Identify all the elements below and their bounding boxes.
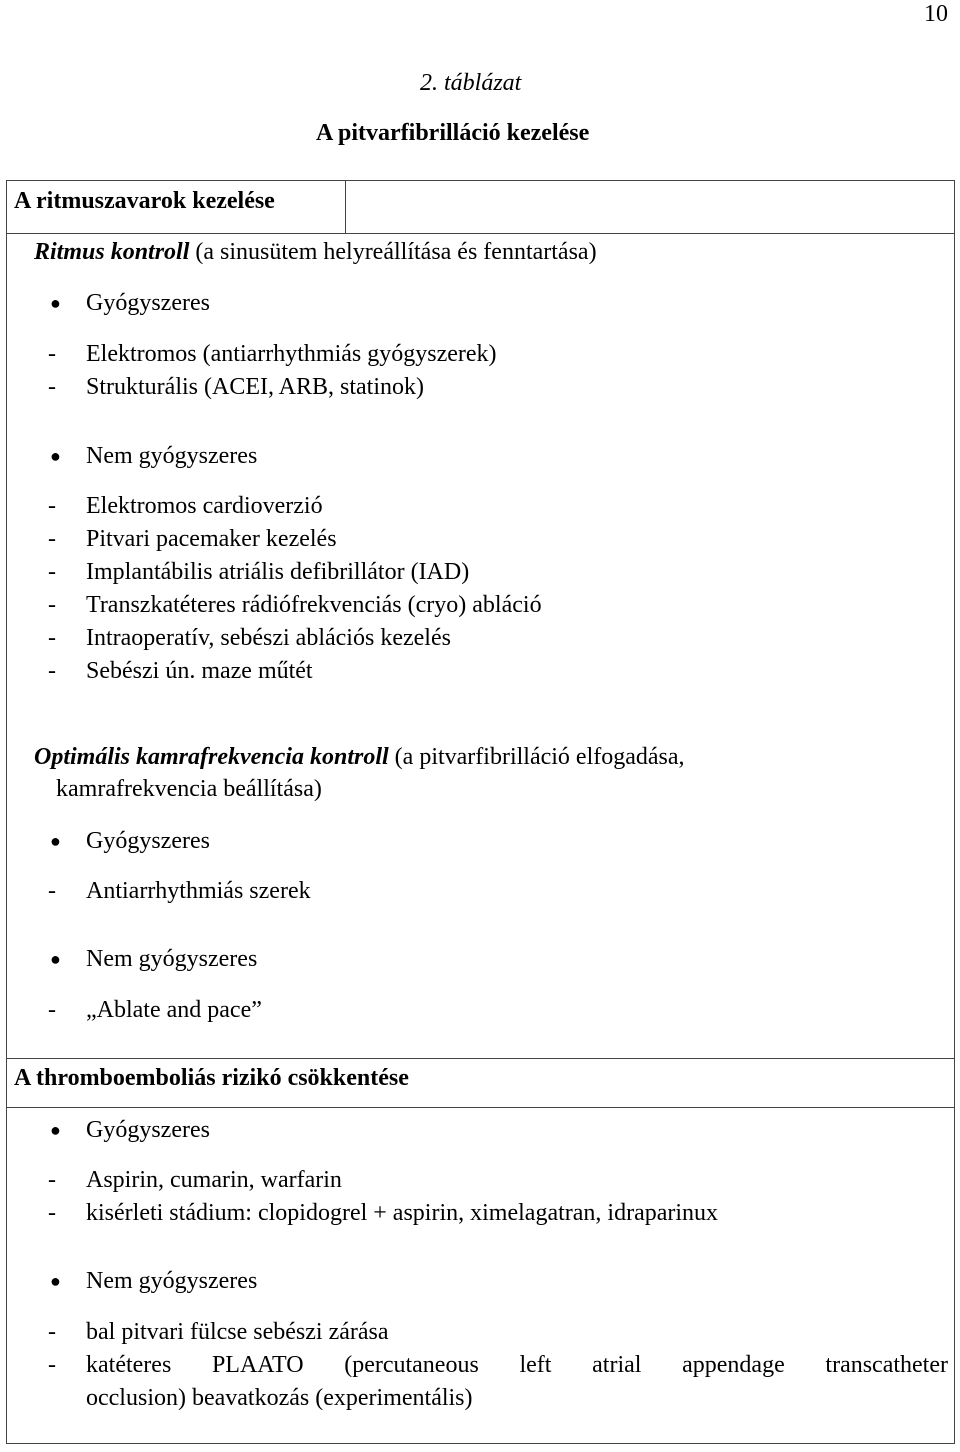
list-item-text: Antiarrhythmiás szerek — [86, 878, 311, 904]
section-title-thrombo: A thromboemboliás rizikó csökkentése — [14, 1065, 409, 1091]
table-caption: 2. táblázat — [420, 70, 522, 96]
rate-control-label: Optimális kamrafrekvencia kontroll — [34, 744, 389, 770]
list-item — [48, 1198, 948, 1228]
group-title: Nem gyógyszeres — [86, 443, 258, 469]
list-item-text: Strukturális (ACEI, ARB, statinok) — [86, 374, 424, 400]
list-item — [48, 995, 948, 1025]
list-item-text: bal pitvari fülcse sebészi zárása — [86, 1319, 389, 1345]
bullet-icon: ● — [50, 293, 61, 313]
list-item-text: Transzkatéteres rádiófrekvenciás (cryo) abláció — [86, 592, 542, 618]
section-divider — [6, 1058, 955, 1059]
dash-glyph: - — [48, 526, 56, 552]
rhythm-control-heading — [34, 237, 597, 267]
rate-control-desc-line2: kamrafrekvencia beállítása) — [56, 776, 322, 802]
page-number: 10 — [924, 1, 948, 27]
list-item-text: „Ablate and pace” — [86, 997, 262, 1023]
list-item-text: Implantábilis atriális defibrillátor (IAD) — [86, 559, 470, 585]
dash-glyph: - — [48, 1167, 56, 1193]
list-item — [48, 491, 948, 521]
bullet-icon: ● — [50, 831, 61, 851]
dash-glyph: - — [48, 592, 56, 618]
group-title: Nem gyógyszeres — [86, 1268, 258, 1294]
list-item-text: Aspirin, cumarin, warfarin — [86, 1167, 342, 1193]
dash-glyph: - — [48, 878, 56, 904]
list-item — [48, 656, 948, 686]
dash-glyph: - — [48, 658, 56, 684]
group-title: Gyógyszeres — [86, 290, 210, 316]
section-title-rhythm: A ritmuszavarok kezelése — [14, 188, 275, 214]
bullet-icon: ● — [50, 1271, 61, 1291]
bullet-icon: ● — [50, 1120, 61, 1140]
list-item — [48, 623, 948, 653]
rhythm-control-desc: (a sinusütem helyreállítása és fenntartása) — [189, 239, 597, 265]
rhythm-control-label: Ritmus kontroll — [34, 239, 190, 265]
list-item — [48, 339, 948, 369]
group-title: Gyógyszeres — [86, 828, 210, 854]
table-title: A pitvarfibrilláció kezelése — [316, 120, 590, 146]
dash-glyph: - — [48, 493, 56, 519]
bullet-icon: ● — [50, 949, 61, 969]
list-item-text: Elektromos (antiarrhythmiás gyógyszerek) — [86, 341, 497, 367]
dash-glyph: - — [48, 1352, 56, 1378]
list-item — [48, 1165, 948, 1195]
list-item — [48, 590, 948, 620]
list-item-text: Pitvari pacemaker kezelés — [86, 526, 337, 552]
list-item — [48, 372, 948, 402]
group-title: Gyógyszeres — [86, 1117, 210, 1143]
dash-glyph: - — [48, 1200, 56, 1226]
rate-control-heading — [34, 742, 685, 772]
dash-glyph: - — [48, 341, 56, 367]
list-item-text: Intraoperatív, sebészi ablációs kezelés — [86, 625, 451, 651]
list-item-text-continued: occlusion) beavatkozás (experimentális) — [86, 1385, 473, 1411]
section-divider — [6, 1107, 955, 1108]
rate-control-desc: (a pitvarfibrilláció elfogadása, — [388, 744, 685, 770]
list-item — [48, 524, 948, 554]
dash-glyph: - — [48, 559, 56, 585]
list-item-text: Sebészi ún. maze műtét — [86, 658, 313, 684]
bullet-icon: ● — [50, 446, 61, 466]
list-item-text: Elektromos cardioverzió — [86, 493, 323, 519]
dash-glyph: - — [48, 997, 56, 1023]
list-item-text: kisérleti stádium: clopidogrel + aspirin, ximelagatran, idraparinux — [86, 1200, 719, 1226]
group-title: Nem gyógyszeres — [86, 946, 258, 972]
header-cell-divider — [345, 180, 346, 234]
dash-glyph: - — [48, 374, 56, 400]
dash-glyph: - — [48, 1319, 56, 1345]
table-frame — [6, 180, 955, 1444]
header-row-divider — [6, 233, 955, 234]
list-item-text-justified: katéteres PLAATO (percutaneous left atrial appendage transcatheter — [86, 1352, 948, 1378]
list-item — [48, 876, 948, 906]
dash-glyph: - — [48, 625, 56, 651]
list-item — [48, 1317, 948, 1347]
list-item — [48, 557, 948, 587]
